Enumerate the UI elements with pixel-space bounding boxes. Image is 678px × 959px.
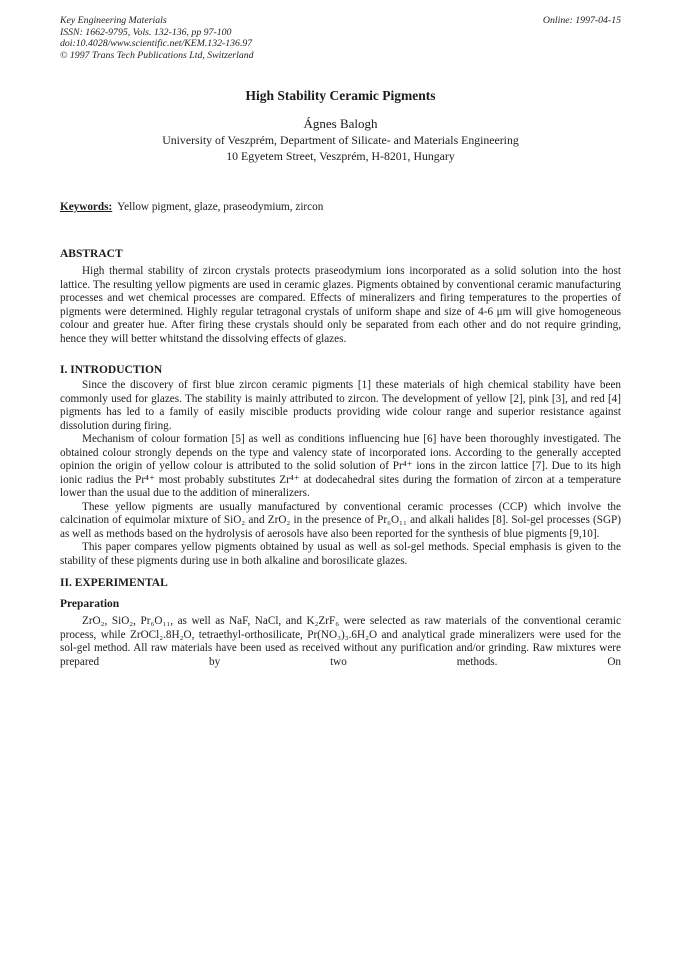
abstract-paragraph: High thermal stability of zircon crystals protects praseodymium ions incorporated as a solid solution into the host lattice. The resulting yellow pigments are used in ceramic glazes. Pigments obtained by conventional ceramic manufacturing processes and wet chemical processes are compared. Effects of mineralizers and firing temperatures to the properties of pigments were determined. Highly regular tetragonal crystals of uniform shape and size of 4-6 μm will give homogeneous colour and greater hue. After firing these crystals should only be separated from each other and do not require grinding, hence they will better whitstand the dissolving effects of glazes. <box>60 265 621 345</box>
experimental-heading: II. EXPERIMENTAL <box>60 577 168 590</box>
paper-title: High Stability Ceramic Pigments <box>245 88 436 104</box>
affiliation-line-1: University of Veszprém, Department of Silicate- and Materials Engineering <box>162 133 519 148</box>
introduction-paragraph-3: These yellow pigments are usually manufactured by conventional ceramic processes (CCP) which involve the calcination of equimolar mixture of SiO₂ and ZrO₂ in the presence of Pr₆O₁₁ and alkali halides [8]. Sol-gel processes (SGP) as well as methods based on the hydrolysis of aerosols have also been reported for the synthesis of blue pigments [9,10]. <box>60 500 621 540</box>
introduction-paragraph-4: This paper compares yellow pigments obtained by usual as well as sol-gel methods. Special emphasis is given to the stability of these pigments during use in both alkaline and borosilicate glazes. <box>60 541 621 567</box>
journal-name: Key Engineering Materials <box>60 15 167 26</box>
introduction-paragraph-2: Mechanism of colour formation [5] as well as conditions influencing hue [6] have been thoroughly investigated. The obtained colour strongly depends on the type and valency state of incorporated ions. According to the generally accepted opinion the origin of yellow colour is attributed to the solid solution of Pr⁴⁺ ions in the zircon lattice [7]. Due to its high ionic radius the Pr⁴⁺ most probably substitutes Zr⁴⁺ at dodecahedral sites during the formation of zircon at a temperature lower than the usual due to the addition of mineralizers. <box>60 433 621 500</box>
journal-header <box>60 15 621 61</box>
doi-line: doi:10.4028/www.scientific.net/KEM.132-136.97 <box>60 38 253 50</box>
experimental-paragraph-1: ZrO₂, SiO₂, Pr₆O₁₁, as well as NaF, NaCl, and K₂ZrF₆ were selected as raw materials of the conventional ceramic process, while ZrOCl₂.8H₂O, tetraethyl-orthosilicate, Pr(NO₃)₃.6H₂O and analytical grade mineralizers were used for the sol-gel method. All raw materials have been used as received without any purification and/or grinding. Raw mixtures were prepared by two methods. On <box>60 615 621 668</box>
author-name: Ágnes Balogh <box>303 116 378 132</box>
journal-header-left <box>60 15 254 61</box>
preparation-subheading: Preparation <box>60 598 120 611</box>
keywords-value: Yellow pigment, glaze, praseodymium, zircon <box>117 201 324 214</box>
keywords-line <box>60 200 621 214</box>
copyright-line: © 1997 Trans Tech Publications Ltd, Switzerland <box>60 49 254 61</box>
keywords-label: Keywords: <box>60 201 113 214</box>
introduction-paragraph-1: Since the discovery of first blue zircon ceramic pigments [1] these materials of high chemical stability have been commonly used for glazes. The stability is mainly attributed to zircon. The development of yellow [2], pink [3], and red [4] pigments has led to a family of easily miscible products providing wide colour range and superior resistance against dissolution during firing. <box>60 379 621 432</box>
issn-line: ISSN: 1662-9795, Vols. 132-136, pp 97-100 <box>60 26 232 38</box>
introduction-heading: I. INTRODUCTION <box>60 364 163 377</box>
online-date: Online: 1997-04-15 <box>542 15 621 26</box>
abstract-heading: ABSTRACT <box>60 248 123 261</box>
affiliation-line-2: 10 Egyetem Street, Veszprém, H-8201, Hungary <box>226 149 455 164</box>
